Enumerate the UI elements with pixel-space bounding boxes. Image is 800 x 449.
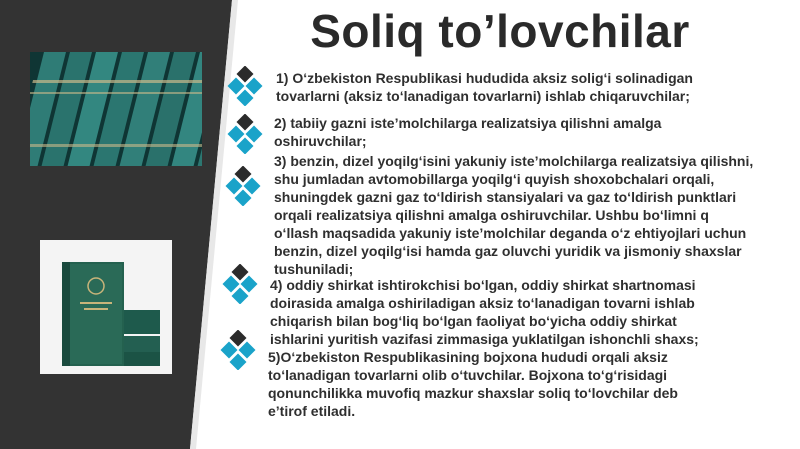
diamond-bullet-icon	[225, 114, 265, 154]
page-title: Soliq to’lovchilar	[310, 5, 690, 57]
books-photo	[30, 52, 202, 166]
list-item: 5)O‘zbekiston Respublikasining bojxona hududi orqali aksiz to‘lanadigan tovarlarni olib o‘tuvchilar. Bojxona to‘g‘risidagi qonunchilikka muvofiq mazkur shaxslar soliq to‘lovchilar deb e’tirof etiladi.	[268, 349, 678, 419]
diamond-bullet-icon	[218, 330, 258, 370]
diamond-bullet-icon	[223, 166, 263, 206]
diamond-bullet-icon	[220, 264, 260, 304]
book-stack-photo	[40, 240, 172, 374]
list-item: 4) oddiy shirkat ishtirokchisi bo‘lgan, oddiy shirkat shartnomasi doirasida amalga oshiriladigan aksiz to‘lanadigan tovarni ishlab chiqarish bilan bog‘liq bo‘lgan faoliyat bo‘yicha oddiy shirkat ishlarini yuritish vazifasi zimmasiga yuklatilgan ishonchli shaxs;	[270, 277, 699, 347]
list-item: 1) O‘zbekiston Respublikasi hududida aksiz solig‘i solinadigan tovarlarni (aksiz to‘lanadigan tovarlarni) ishlab chiqaruvchilar;	[276, 70, 693, 104]
diamond-bullet-icon	[225, 66, 265, 106]
list-item: 2) tabiiy gazni iste’molchilarga realizatsiya qilishni amalga oshiruvchilar;	[274, 115, 662, 149]
list-item: 3) benzin, dizel yoqilg‘isini yakuniy iste’molchilarga realizatsiya qilishni, shu jumladan avtomobillarga yoqilg‘i quyish shoxobchalari orqali, shuningdek gazni gaz to‘ldirish stansiyalari va gaz to‘ldirish punktlari orqali realizatsiya qilishni amalga oshiruvchilar. Ushbu bo‘limni q o‘llash maqsadida yakuniy iste’molchilar deganda o‘z ehtiyojlari uchun benzin, dizel yoqilg‘isi hamda gaz oluvchi yuridik va jismoniy shaxslar tushuniladi;	[274, 153, 754, 277]
